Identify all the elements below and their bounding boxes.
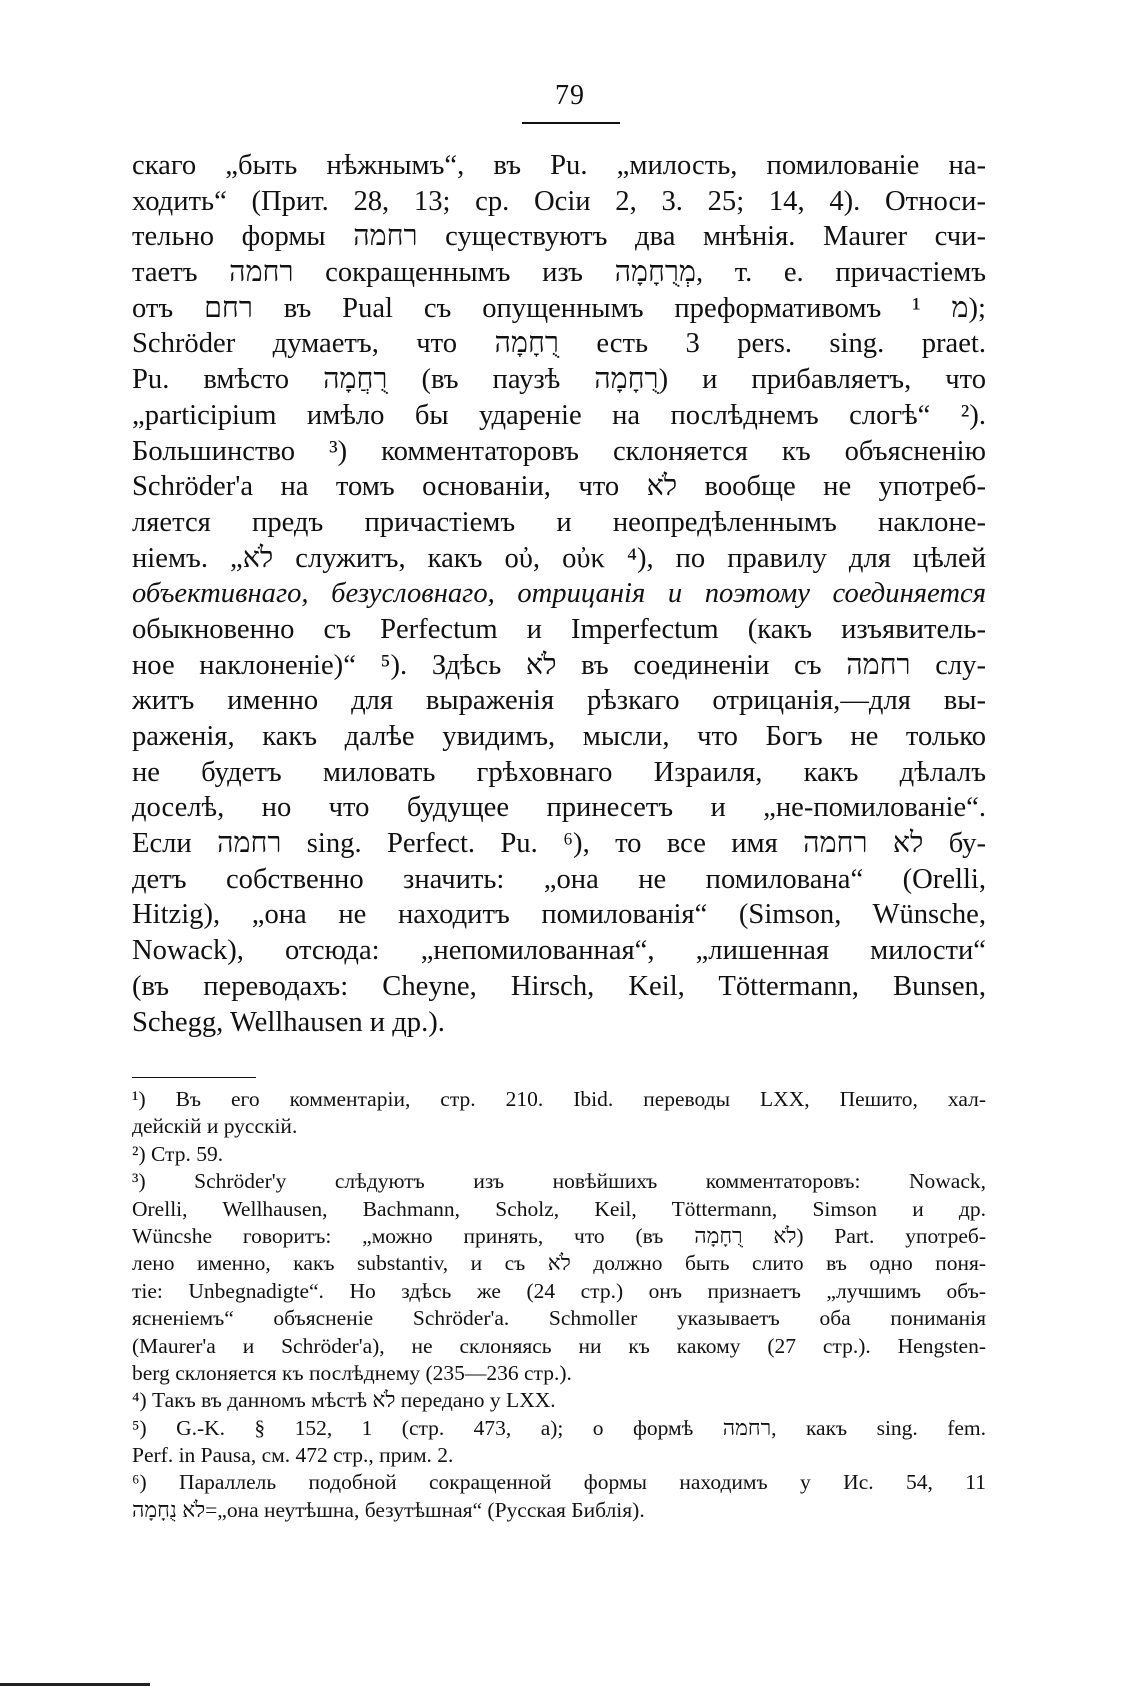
scan-edge-mark — [0, 1683, 150, 1686]
body-line: ходить“ (Прит. 28, 13; ср. Осіи 2, 3. 25; 14, 4). Относи- — [132, 185, 986, 217]
footnote-line: ³) Schröder'у слѣдуютъ изъ новѣйшихъ комментаторовъ: Nowack, — [132, 1169, 986, 1194]
body-line: ніемъ. „לֹא служитъ, какъ οὐ, οὐκ ⁴), по правилу для цѣлей — [132, 542, 986, 574]
body-line: скаго „быть нѣжнымъ“, въ Pu. „милость, помилованіе на- — [132, 150, 986, 181]
body-line: таетъ רחמה сокращеннымъ изъ מְרֻחָמָה, т. е. причастіемъ — [132, 257, 986, 289]
body-line: детъ собственно значить: „она не помилована“ (Orelli, — [132, 863, 986, 895]
footnote-line: ¹) Въ его комментаріи, стр. 210. Ibid. переводы LXX, Пешито, хал- — [132, 1087, 986, 1111]
footnote-line: ²) Стр. 59. — [132, 1141, 224, 1166]
footnote-line: дейскій и русскій. — [132, 1114, 298, 1139]
body-line: Nowack), отсюда: „непомилованная“, „лишенная милости“ — [132, 935, 986, 967]
body-line: ное наклоненіе)“ ⁵). Здѣсь לֹא въ соединеніи съ רחמה слу- — [132, 649, 986, 681]
footnote-line: לֹא נֻחָמָה=„она неутѣшна, безутѣшная“ (Русская Библія). — [132, 1497, 645, 1522]
body-line: обыкновенно съ Perfectum и Imperfectum (какъ изъявитель- — [132, 613, 986, 645]
body-line: отъ רחם въ Pual съ опущеннымъ преформативомъ מ ¹); — [132, 292, 986, 324]
footnote-line: ⁵) G.-K. § 152, 1 (стр. 473, а); о формѣ רחמה, какъ sing. fem. — [132, 1415, 986, 1440]
footnote-line: berg склоняется къ послѣднему (235—236 стр.). — [132, 1360, 572, 1385]
footnote-line: Orelli, Wellhausen, Bachmann, Scholz, Keil, Töttermann, Simson и др. — [132, 1196, 986, 1221]
body-line: ляется предъ причастіемъ и неопредѣленнымъ наклоне- — [132, 506, 986, 538]
body-line: „participium имѣло бы удареніе на послѣднемъ слогѣ“ ²). — [132, 399, 986, 431]
body-line: Pu. вмѣсто רֻחֲמָה (въ паузѣ רֻחָמָה) и прибавляетъ, что — [132, 364, 986, 396]
footnote-line: ⁴) Такъ въ данномъ мѣстѣ לֹא передано у LXX. — [132, 1388, 556, 1413]
header-rule — [522, 122, 620, 124]
body-line: Schröder'а на томъ основаніи, что לֹא вообще не употреб- — [132, 471, 986, 503]
body-line: Schröder думаетъ, что רֻחָמָה есть 3 pers. sing. praet. — [132, 328, 986, 360]
footnote-separator — [132, 1077, 256, 1078]
body-line: (въ переводахъ: Cheyne, Hirsch, Keil, Töttermann, Bunsen, — [132, 970, 986, 1002]
footnote-line: лено именно, какъ substantiv, и съ לֹא должно быть слито въ одно поня- — [132, 1251, 986, 1276]
body-line: Hitzig), „она не находитъ помилованія“ (Simson, Wünsche, — [132, 899, 986, 931]
page-number: 79 — [555, 80, 585, 111]
body-line: доселѣ, но что будущее принесетъ и „не-помилованіе“. — [132, 792, 986, 824]
footnote-line: ясненіемъ“ объясненіе Schröder'а. Schmoller указываетъ оба пониманія — [132, 1306, 986, 1331]
body-line: раженія, какъ далѣе увидимъ, мысли, что Богъ не только — [132, 721, 986, 752]
footnote-line: Perf. in Pausa, см. 472 стр., прим. 2. — [132, 1443, 454, 1468]
body-line: объективнаго, безусловнаго, отрицанія и поэтому соединяется — [132, 578, 986, 610]
body-line: Schegg, Wellhausen и др.). — [132, 1006, 445, 1038]
footnote-line: тіе: Unbegnadigte“. Но здѣсь же (24 стр.) онъ признаетъ „лучшимъ объ- — [132, 1278, 986, 1303]
body-line: житъ именно для выраженія рѣзкаго отрицанія,—для вы- — [132, 685, 986, 717]
body-line: Большинство ³) комментаторовъ склоняется къ объясненію — [132, 435, 986, 467]
body-line: не будетъ миловать грѣховнаго Израиля, какъ дѣлалъ — [132, 756, 986, 788]
body-text — [132, 148, 986, 1040]
footnotes — [132, 1086, 986, 1524]
footnote-line: Wüncshe говоритъ: „можно принять, что (въ לֹא רֻחָמָה) Part. употреб- — [132, 1223, 986, 1248]
footnote-line: ⁶) Параллель подобной сокращенной формы находимъ у Ис. 54, 11 — [132, 1470, 986, 1495]
body-line: Если רחמה sing. Perfect. Pu. ⁶), то все имя לא רחמה бу- — [132, 828, 986, 860]
footnote-line: (Maurer'а и Schröder'а), не склоняясь ни къ какому (27 стр.). Hengsten- — [132, 1333, 986, 1358]
body-line: тельно формы רחמה существуютъ два мнѣнія. Maurer счи- — [132, 221, 986, 253]
